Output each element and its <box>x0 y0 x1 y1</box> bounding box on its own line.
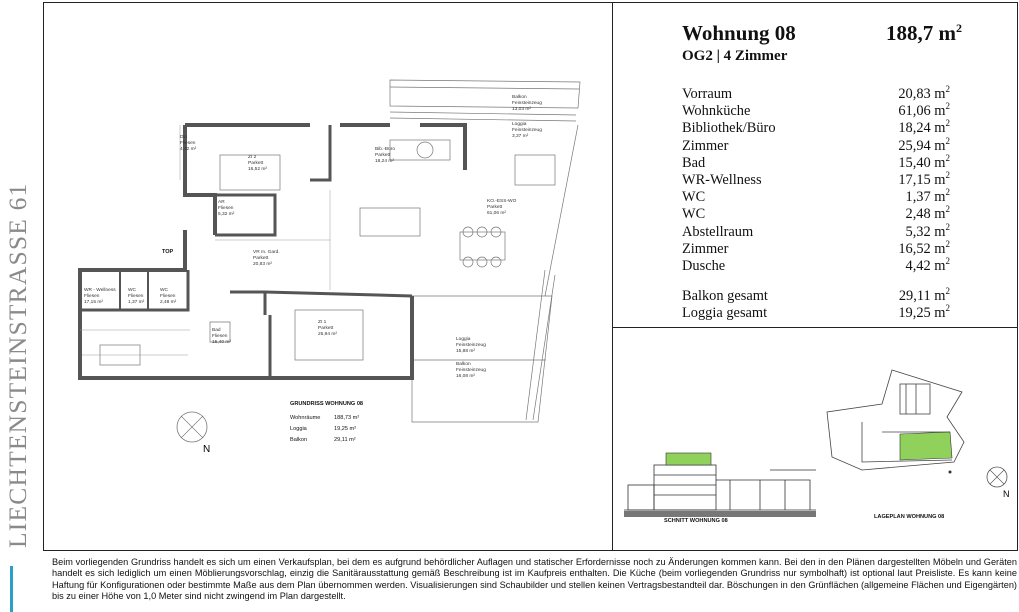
room-label: Fliesen <box>212 334 228 339</box>
room-label: AR <box>218 200 225 205</box>
compass <box>177 412 210 455</box>
area-row <box>682 221 950 241</box>
apartment-subtitle: OG2 | 4 Zimmer <box>682 48 788 64</box>
room-label: 17,15 m² <box>84 300 103 305</box>
area-row-name: WR-Wellness <box>682 172 762 189</box>
area-row-value: 2,48 $m^2$ <box>905 204 950 223</box>
room-label: 4,42 m² <box>180 147 197 152</box>
room-label: 1,37 m² <box>128 300 145 305</box>
area-row <box>682 155 950 172</box>
area-row-name: Loggia gesamt <box>682 305 768 322</box>
room-label: 3,37 m² <box>512 134 529 139</box>
room-label: 25,94 m² <box>318 332 337 337</box>
room-label: Feinsteinzeug <box>512 128 542 133</box>
area-row-value: 17,15 $m^2$ <box>898 170 950 189</box>
room-label: Fliesen <box>180 141 196 146</box>
compass-small <box>984 464 1014 502</box>
compass-small-n: N <box>1003 489 1010 499</box>
area-row-name: WC <box>682 206 706 223</box>
area-row-value: 15,40 $m^2$ <box>898 153 950 171</box>
area-row-name: Abstellraum <box>682 223 754 240</box>
room-label: Fliesen <box>160 294 176 299</box>
area-row-value: 20,83 $m^2$ <box>898 84 950 102</box>
room-labels <box>84 94 542 379</box>
room-label: Parkett <box>318 326 334 331</box>
room-label: 16,52 m² <box>248 167 267 172</box>
area-row <box>682 86 950 103</box>
area-row-value: 25,94 $m^2$ <box>898 135 950 154</box>
highlight-site <box>900 432 952 460</box>
room-label: 15,88 m² <box>456 349 475 354</box>
room-label: Bad <box>212 328 221 333</box>
room-label: Loggia <box>456 337 471 342</box>
area-row-name: Wohnküche <box>682 103 751 120</box>
accent-bar <box>10 566 13 612</box>
room-label: 15,40 m² <box>212 340 231 345</box>
area-row <box>682 305 950 322</box>
room-label: Fliesen <box>128 294 144 299</box>
caption-label: Balkon <box>290 437 308 443</box>
room-label: ZI 1 <box>318 320 327 325</box>
room-label: DU <box>180 135 187 140</box>
area-row-name: Dusche <box>682 258 726 275</box>
room-label: Balkon <box>512 95 527 100</box>
room-label: 61,06 m² <box>487 211 506 216</box>
area-row-name: Vorraum <box>682 86 733 102</box>
area-row-name: Balkon gesamt <box>682 288 768 305</box>
room-label: Bib.-Büro <box>375 147 395 152</box>
divider-horizontal <box>612 327 1018 328</box>
area-row <box>682 258 950 275</box>
site-plan <box>822 362 972 512</box>
room-label: VR m. Gard. <box>253 250 280 255</box>
area-row <box>682 288 950 305</box>
caption-value: 29,11 m² <box>334 437 356 443</box>
side-title <box>2 30 32 550</box>
schnitt-caption: SCHNITT WOHNUNG 08 <box>664 518 728 524</box>
room-label: WC <box>160 288 168 293</box>
area-row <box>682 172 950 189</box>
area-row <box>682 103 950 120</box>
room-label: Loggia <box>512 122 527 127</box>
room-label: 16,08 m² <box>456 374 475 379</box>
plan-caption <box>290 401 420 446</box>
area-row-value: 61,06 $m^2$ <box>898 101 950 120</box>
info-block <box>682 20 962 323</box>
highlight-unit <box>666 453 711 465</box>
room-label: Parkett <box>248 161 264 166</box>
room-list <box>682 86 962 275</box>
area-row <box>682 206 950 223</box>
room-label: Feinsteinzeug <box>456 343 486 348</box>
caption-label: Wohnräume <box>290 415 321 421</box>
apartment-area: 188,7 $m^2$ <box>886 21 962 45</box>
room-label: Feinsteinzeug <box>512 101 542 106</box>
compass-n: N <box>203 444 211 455</box>
area-row <box>682 189 950 206</box>
plan-caption-title: GRUNDRISS WOHNUNG 08 <box>290 401 364 407</box>
room-label: 18,24 m² <box>375 159 394 164</box>
area-row <box>682 135 950 155</box>
area-row-name: Bibliothek/Büro <box>682 120 776 137</box>
disclaimer-text: Beim vorliegenden Grundriss handelt es sich um einen Verkaufsplan, bei dem es aufgrund behördlicher Auflagen und statischer Erfordernisse noch zu Änderungen kommen kann. Bei den in den Plänen dargestellten Möbeln und Geräten handelt es sich lediglich um einen Möblierungsvorschlag, einzig die Sanitärausstattung gemäß Beschreibung ist im Kaufpreis enthalten. Die Küche (beim vorliegenden Grundriss nur symbolhaft) ist optional laut Preisliste. Es kann keine Haftung für Konfigurationen oder bestimmte Maße aus dem Plan übernommen werden. Visualisierungen sind Schaubilder und stellen keinen Vertragsbestandteil dar. Böschungen in den Grünflächen (allgemeine Flächen und Eigengärten) bis zu einer Höhe von 1,0 Meter sind nicht zwingend im Plan dargestellt. <box>52 557 1017 601</box>
door-label-top: TOP <box>162 249 174 255</box>
room-label: KO.-ESS-WO <box>487 199 517 204</box>
room-label: Balkon <box>456 362 471 367</box>
area-row-value: 19,25 $m^2$ <box>898 303 950 322</box>
area-row-value: 4,42 $m^2$ <box>905 256 950 275</box>
area-row-value: 1,37 $m^2$ <box>905 187 950 206</box>
room-label: Fliesen <box>84 294 100 299</box>
area-row-value: 5,32 $m^2$ <box>905 221 950 240</box>
area-row-name: Zimmer <box>682 137 729 154</box>
room-label: Parkett <box>375 153 391 158</box>
area-row <box>682 241 950 258</box>
room-label: WC <box>128 288 136 293</box>
area-row-value: 18,24 $m^2$ <box>898 118 950 137</box>
area-row-value: 29,11 $m^2$ <box>898 286 950 305</box>
room-label: ZI 2 <box>248 155 257 160</box>
area-row-name: WC <box>682 189 706 206</box>
lageplan-caption: LAGEPLAN WOHNUNG 08 <box>874 514 945 520</box>
area-row-name: Bad <box>682 154 706 171</box>
room-label: Feinsteinzeug <box>456 368 486 373</box>
caption-label: Loggia <box>290 426 307 432</box>
room-label: 5,32 m² <box>218 212 235 217</box>
room-label: Parkett <box>487 205 503 210</box>
side-title-text: LIECHTENSTEINSTRASSE 61 <box>3 182 32 548</box>
caption-value: 19,25 m² <box>334 426 357 432</box>
room-label: Fliesen <box>218 206 234 211</box>
room-label: WR - Wellness <box>84 288 116 293</box>
area-row-value: 16,52 $m^2$ <box>898 239 950 257</box>
area-row-name: Zimmer <box>682 240 729 257</box>
section-drawing <box>620 440 820 520</box>
room-label: 2,48 m² <box>160 300 177 305</box>
apartment-title: Wohnung 08 <box>682 21 796 45</box>
area-row <box>682 120 950 137</box>
room-label: Parkett <box>253 256 269 261</box>
room-label: 13,03 m² <box>512 107 531 112</box>
caption-value: 188,73 m² <box>334 415 360 421</box>
totals-list <box>682 288 962 322</box>
apartment-header <box>682 20 962 46</box>
room-label: 20,83 m² <box>253 262 272 267</box>
